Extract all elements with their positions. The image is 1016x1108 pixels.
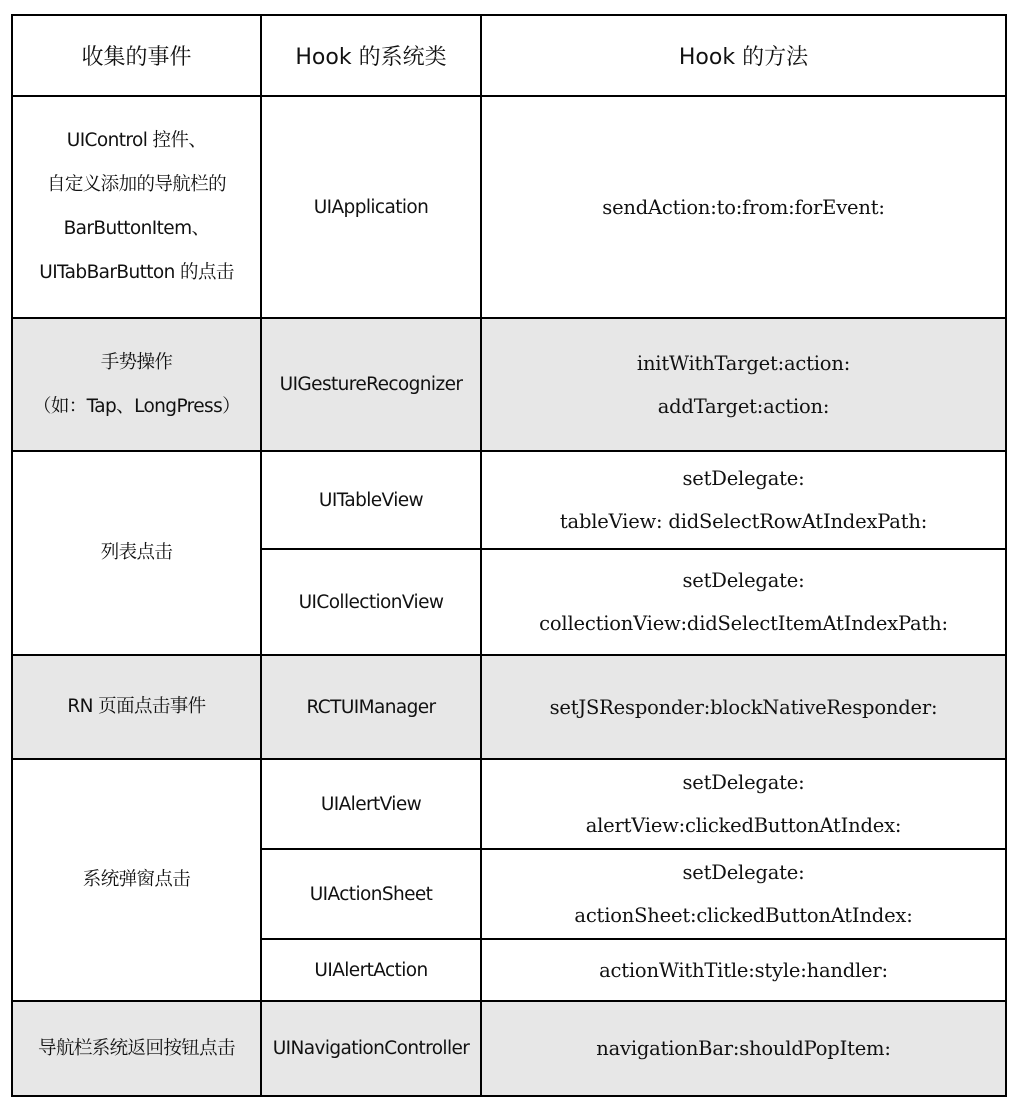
class-cell: UIAlertAction — [261, 939, 481, 1001]
method-text: setJSResponder:blockNativeResponder: — [549, 695, 938, 719]
class-cell: UITableView — [261, 451, 481, 549]
header-row — [12, 15, 1006, 96]
header-method: Hook 的方法 — [481, 15, 1006, 96]
method-text: navigationBar:shouldPopItem: — [596, 1037, 891, 1060]
method-cell — [481, 759, 1006, 849]
table-row — [12, 655, 1006, 759]
event-text: BarButtonItem、 — [63, 218, 210, 239]
header-system-class: Hook 的系统类 — [261, 15, 481, 96]
method-cell — [481, 1001, 1006, 1096]
hook-table — [11, 14, 1007, 1097]
method-text: collectionView:didSelectItemAtIndexPath: — [539, 612, 948, 635]
method-text: actionSheet:clickedButtonAtIndex: — [574, 904, 913, 927]
table-row — [12, 1001, 1006, 1096]
class-cell: UIAlertView — [261, 759, 481, 849]
method-cell — [481, 451, 1006, 549]
method-text: addTarget:action: — [657, 394, 830, 418]
event-text: （如：Tap、LongPress） — [32, 395, 241, 417]
method-text: setDelegate: — [682, 771, 805, 794]
event-text: 系统弹窗点击 — [82, 869, 191, 890]
event-cell — [12, 451, 261, 655]
method-cell — [481, 939, 1006, 1001]
event-text: UIControl 控件、 — [66, 130, 207, 151]
class-cell: UIGestureRecognizer — [261, 318, 481, 451]
header-event: 收集的事件 — [12, 15, 261, 96]
event-text: 手势操作 — [100, 351, 173, 373]
table-row — [12, 759, 1006, 849]
method-cell — [481, 96, 1006, 318]
event-text: RN 页面点击事件 — [67, 696, 206, 717]
event-text: 列表点击 — [100, 542, 173, 563]
event-text: 导航栏系统返回按钮点击 — [38, 1037, 235, 1059]
class-cell: UIApplication — [261, 96, 481, 318]
event-cell — [12, 96, 261, 318]
method-cell — [481, 655, 1006, 759]
class-cell: UICollectionView — [261, 549, 481, 655]
class-cell: RCTUIManager — [261, 655, 481, 759]
event-cell — [12, 759, 261, 1001]
event-cell — [12, 655, 261, 759]
table-row — [12, 451, 1006, 549]
table-row — [12, 96, 1006, 318]
event-text: UITabBarButton 的点击 — [39, 262, 234, 283]
method-text: actionWithTitle:style:handler: — [599, 958, 888, 982]
method-text: alertView:clickedButtonAtIndex: — [585, 814, 902, 837]
method-cell — [481, 318, 1006, 451]
method-text: tableView: didSelectRowAtIndexPath: — [559, 510, 928, 533]
event-cell — [12, 318, 261, 451]
table-row — [12, 318, 1006, 451]
method-text: initWithTarget:action: — [636, 351, 851, 375]
method-cell — [481, 549, 1006, 655]
method-text: setDelegate: — [682, 467, 805, 490]
method-text: sendAction:to:from:forEvent: — [602, 195, 885, 219]
class-cell: UIActionSheet — [261, 849, 481, 939]
class-cell: UINavigationController — [261, 1001, 481, 1096]
event-cell — [12, 1001, 261, 1096]
method-text: setDelegate: — [682, 861, 805, 884]
method-cell — [481, 849, 1006, 939]
event-text: 自定义添加的导航栏的 — [46, 174, 226, 195]
method-text: setDelegate: — [682, 569, 805, 592]
